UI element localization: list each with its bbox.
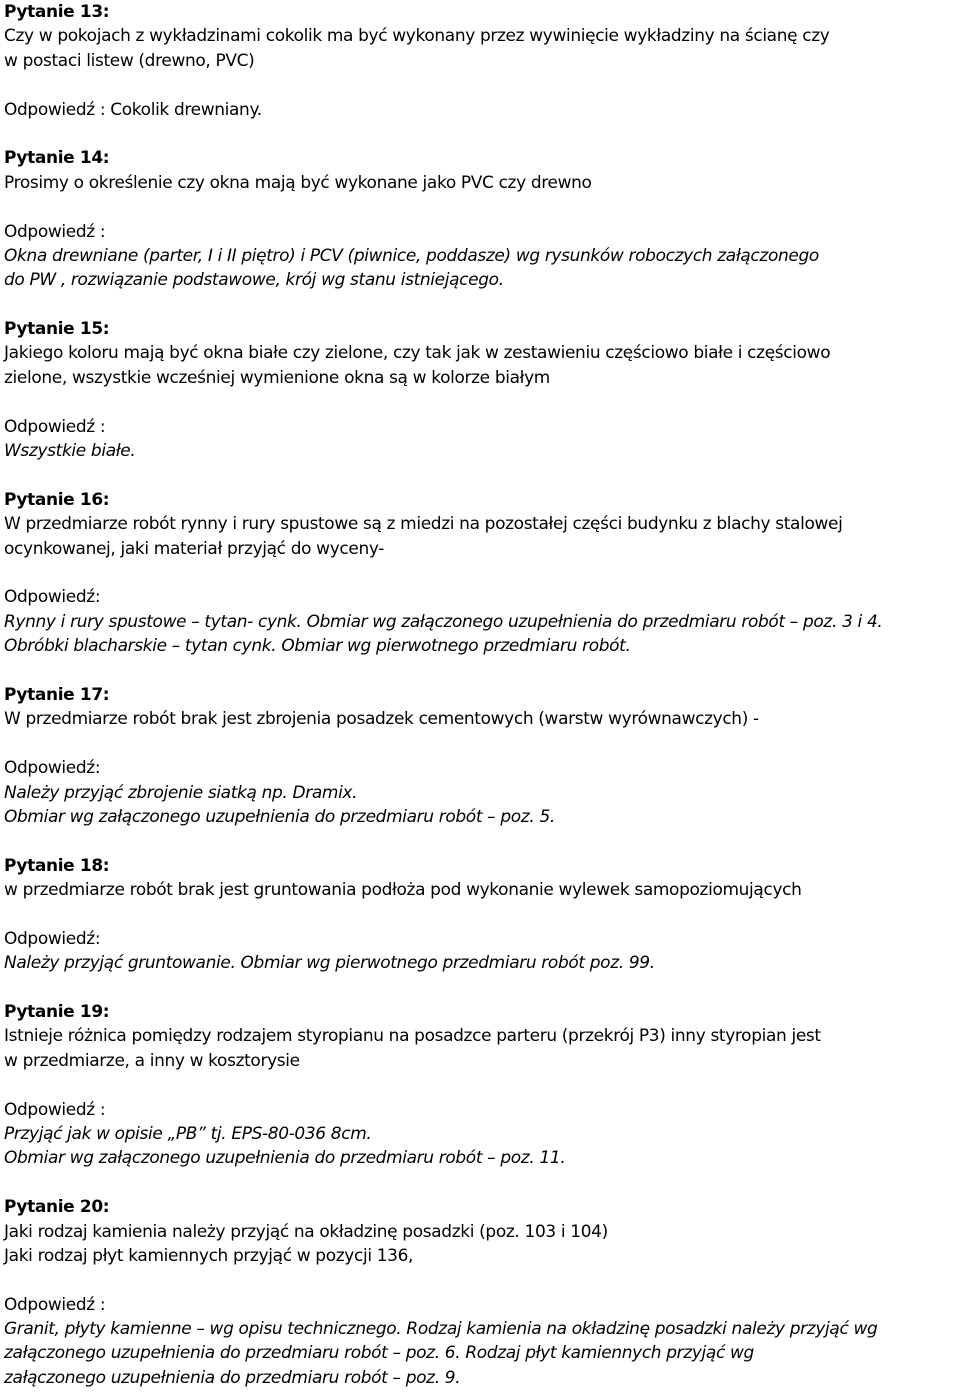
answer-label: Odpowiedź: (4, 928, 101, 949)
answer-line: załączonego uzupełnienia do przedmiaru robót – poz. 6. Rodzaj płyt kamiennych przyjąć wg (4, 1343, 754, 1364)
question-text-line: Prosimy o określenie czy okna mają być wykonane jako PVC czy drewno (4, 172, 592, 193)
answer-line: załączonego uzupełnienia do przedmiaru robót – poz. 9. (4, 1367, 461, 1388)
question-text-line: Istnieje różnica pomiędzy rodzajem styropianu na posadzce parteru (przekrój P3) inny styropian jest (4, 1026, 821, 1047)
answer-label: Odpowiedź : (4, 1294, 106, 1315)
answer-label: Odpowiedź : (4, 221, 106, 242)
question-text-line: W przedmiarze robót rynny i rury spustowe są z miedzi na pozostałej części budynku z blachy stalowej (4, 514, 843, 535)
question-text-line: w przedmiarze robót brak jest gruntowania podłoża pod wykonanie wylewek samopoziomujących (4, 880, 802, 901)
question-text-line: w przedmiarze, a inny w kosztorysie (4, 1050, 300, 1071)
answer-label: Odpowiedź: (4, 758, 101, 779)
answer-line: Odpowiedź : Cokolik drewniany. (4, 99, 262, 120)
document (4, 0, 960, 1390)
question-title: Pytanie 18: (4, 855, 110, 876)
question-17 (4, 683, 960, 829)
answer-label: Odpowiedź : (4, 1099, 106, 1120)
answer-line: Przyjąć jak w opisie „PB” tj. EPS-80-036 8cm. (4, 1123, 372, 1144)
question-text-line: W przedmiarze robót brak jest zbrojenia posadzek cementowych (warstw wyrównawczych) - (4, 709, 759, 730)
question-title: Pytanie 14: (4, 148, 110, 169)
answer-line: Obmiar wg załączonego uzupełnienia do przedmiaru robót – poz. 5. (4, 806, 555, 827)
question-text-line: Jaki rodzaj płyt kamiennych przyjąć w pozycji 136, (4, 1245, 414, 1266)
question-18 (4, 854, 960, 976)
answer-label: Odpowiedź : (4, 416, 106, 437)
question-title: Pytanie 16: (4, 489, 110, 510)
answer-line: Rynny i rury spustowe – tytan- cynk. Obmiar wg załączonego uzupełnienia do przedmiaru robót – poz. 3 i 4. (4, 611, 883, 632)
answer-line: Granit, płyty kamienne – wg opisu technicznego. Rodzaj kamienia na okładzinę posadzki należy przyjąć wg (4, 1319, 878, 1340)
question-title: Pytanie 15: (4, 319, 110, 340)
answer-line: Wszystkie białe. (4, 441, 136, 462)
question-title: Pytanie 20: (4, 1197, 110, 1218)
question-text-line: Jakiego koloru mają być okna białe czy zielone, czy tak jak w zestawieniu częściowo białe i częściowo (4, 343, 831, 364)
question-20 (4, 1195, 960, 1390)
question-15 (4, 317, 960, 463)
question-19 (4, 1000, 960, 1171)
answer-label: Odpowiedź: (4, 587, 101, 608)
question-text-line: w postaci listew (drewno, PVC) (4, 50, 255, 71)
question-14 (4, 146, 960, 292)
question-text-line: ocynkowanej, jaki materiał przyjąć do wyceny- (4, 538, 385, 559)
question-text-line: Czy w pokojach z wykładzinami cokolik ma być wykonany przez wywinięcie wykładziny na ścianę czy (4, 26, 830, 47)
answer-line: Obmiar wg załączonego uzupełnienia do przedmiaru robót – poz. 11. (4, 1148, 566, 1169)
answer-line: Okna drewniane (parter, I i II piętro) i PCV (piwnice, poddasze) wg rysunków roboczych załączonego (4, 245, 819, 266)
answer-line: Obróbki blacharskie – tytan cynk. Obmiar wg pierwotnego przedmiaru robót. (4, 636, 631, 657)
answer-line: Należy przyjąć zbrojenie siatką np. Dramix. (4, 782, 358, 803)
question-13 (4, 0, 960, 122)
question-text-line: zielone, wszystkie wcześniej wymienione okna są w kolorze białym (4, 367, 550, 388)
question-title: Pytanie 19: (4, 1002, 110, 1023)
answer-line: Należy przyjąć gruntowanie. Obmiar wg pierwotnego przedmiaru robót poz. 99. (4, 953, 655, 974)
question-title: Pytanie 13: (4, 2, 110, 22)
question-text-line: Jaki rodzaj kamienia należy przyjąć na okładzinę posadzki (poz. 103 i 104) (4, 1221, 608, 1242)
question-title: Pytanie 17: (4, 684, 110, 705)
answer-line: do PW , rozwiązanie podstawowe, krój wg stanu istniejącego. (4, 270, 504, 291)
question-16 (4, 488, 960, 659)
